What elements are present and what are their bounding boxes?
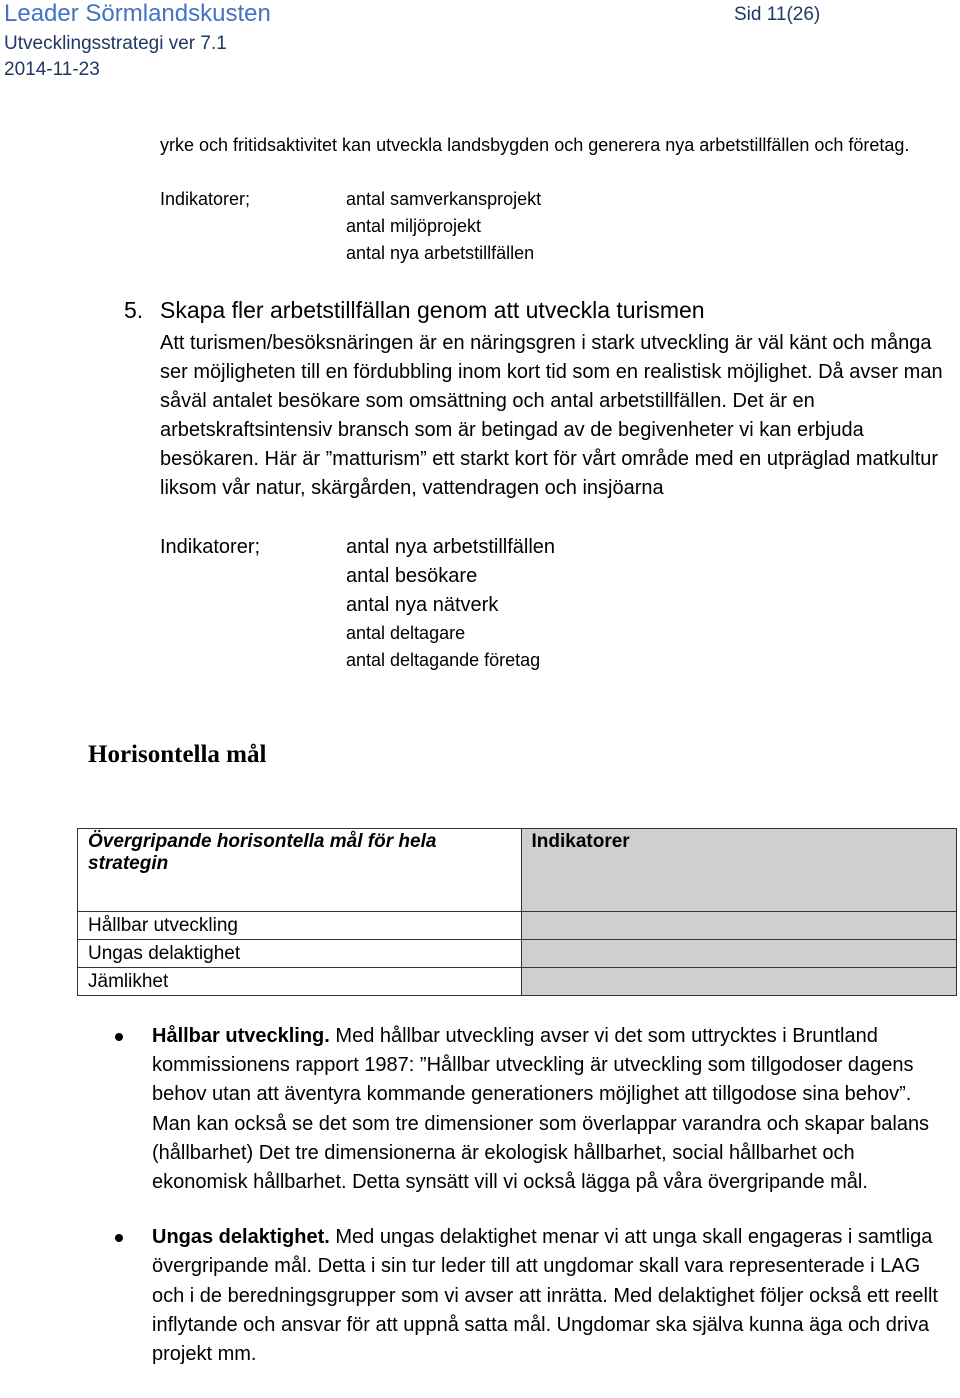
continued-paragraph: yrke och fritidsaktivitet kan utveckla landsbygden och generera nya arbetstillfällen och företag. <box>160 135 910 155</box>
bullet-lead: Ungas delaktighet. <box>152 1226 330 1249</box>
goals-table <box>77 828 957 996</box>
indicator-item: antal nya arbetstillfällen <box>346 536 556 558</box>
section-heading: Horisontella mål <box>88 741 267 768</box>
header-document-title: Utvecklingsstrategi ver 7.1 <box>4 33 227 54</box>
table-cell-indicator <box>521 940 957 968</box>
indicator-item: antal samverkansprojekt <box>346 189 542 209</box>
table-row <box>78 968 957 996</box>
list-item <box>108 1022 948 1197</box>
table-cell-indicator <box>521 968 957 996</box>
header-date: 2014-11-23 <box>4 59 100 80</box>
table-cell-goal: Ungas delaktighet <box>78 940 522 968</box>
bullet-dot-icon <box>115 1033 123 1041</box>
table-cell-goal: Jämlikhet <box>78 968 522 996</box>
indicator-item: antal deltagare <box>346 623 466 643</box>
section-number: 5. <box>124 297 144 323</box>
table-header-indicators-text: Indikatorer <box>531 831 630 852</box>
bullet-lead: Hållbar utveckling. <box>152 1025 330 1047</box>
table-header-indicators <box>521 829 957 912</box>
indicator-item: antal nya arbetstillfällen <box>346 243 535 263</box>
bullet-list <box>108 1022 948 1369</box>
table-row <box>78 912 957 940</box>
list-item <box>108 1223 948 1369</box>
table-header-goals-text: Övergripande horisontella mål för hela strategin <box>88 831 437 874</box>
indicators-label: Indikatorer; <box>160 189 251 209</box>
bullet-dot-icon <box>115 1234 123 1242</box>
table-row <box>78 940 957 968</box>
header-organization: Leader Sörmlandskusten <box>4 0 271 27</box>
indicator-item: antal deltagande företag <box>346 650 541 670</box>
section-body: Att turismen/besöksnäringen är en näringsgren i stark utveckling är väl känt och många ser möjligheten till en fördubbling inom kort tid som en realistisk möjlighet. Då avser man såväl antalet besökare som omsättning och antal arbetstillfällen. Det är en arbetskraftsintensiv bransch som är betingad av de begivenheter vi kan erbjuda besökaren. Här är ”matturism” ett starkt kort för vårt område med en utpräglad matkultur liksom vår natur, skärgården, vattendragen och insjöarna <box>160 332 943 499</box>
bullet-text: Med hållbar utveckling avser vi det som uttrycktes i Bruntland kommissionens rapport 1987: ”Hållbar utveckling är utveckling som tillgodoser dagens behov utan att äventyra kommande generationers möjlighet att tillgodose sina behov”. Man kan också se det som tre dimensioner som överlappar varandra och skapar balans (hållbarhet) Det tre dimensionerna är ekologisk hållbarhet, social hållbarhet och ekonomisk hållbarhet. Detta synsätt vill vi också lägga på våra övergripande mål. <box>152 1025 930 1194</box>
table-header-row <box>78 829 957 912</box>
section-title: Skapa fler arbetstillfällan genom att utveckla turismen <box>160 297 705 323</box>
bullet-text: Med ungas delaktighet menar vi att unga skall engageras i samtliga övergripande mål. Detta i sin tur leder till att ungdomar skall vara representerade i LAG och i de beredningsgrupper som vi avser att inrätta. Med delaktighet följer också ett reellt inflytande och ansvar för att uppnå satta mål. Ungdomar ska själva kunna äga och driva projekt mm. <box>152 1226 938 1366</box>
indicator-item: antal besökare <box>346 565 478 587</box>
table-cell-indicator <box>521 912 957 940</box>
indicator-item: antal nya nätverk <box>346 594 499 616</box>
header-page-number: Sid 11(26) <box>734 4 821 25</box>
indicators-label: Indikatorer; <box>160 536 261 558</box>
indicator-item: antal miljöprojekt <box>346 216 482 236</box>
table-header-goals <box>78 829 522 912</box>
table-cell-goal: Hållbar utveckling <box>78 912 522 940</box>
